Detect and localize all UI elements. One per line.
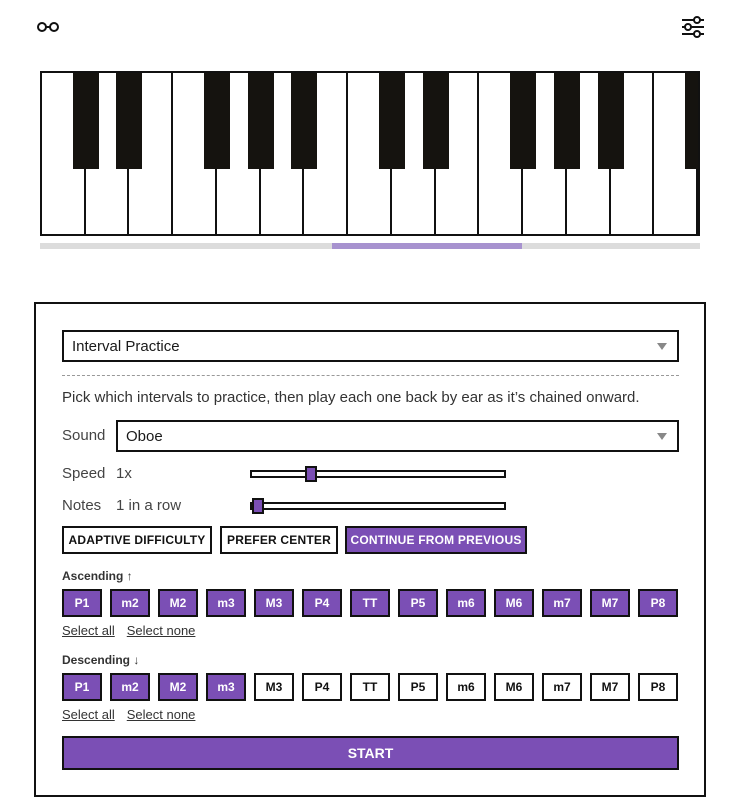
ascending-interval-chips: [62, 589, 678, 617]
black-key[interactable]: [510, 73, 536, 169]
black-key[interactable]: [598, 73, 624, 169]
descending-interval-chip[interactable]: M7: [590, 673, 630, 701]
sound-label: Sound: [62, 427, 106, 444]
divider: [62, 375, 679, 376]
descending-interval-chip[interactable]: m7: [542, 673, 582, 701]
descending-interval-chips: [62, 673, 678, 701]
descending-select-none[interactable]: Select none: [126, 707, 196, 722]
ascending-interval-chip[interactable]: M3: [254, 589, 294, 617]
descending-interval-chip[interactable]: M2: [158, 673, 198, 701]
ascending-select-all[interactable]: Select all: [62, 623, 115, 638]
descending-interval-chip[interactable]: M3: [254, 673, 294, 701]
adaptive-difficulty-toggle[interactable]: ADAPTIVE DIFFICULTY: [62, 526, 212, 554]
keyboard-range-bar[interactable]: [40, 243, 700, 249]
descending-interval-chip[interactable]: TT: [350, 673, 390, 701]
descending-interval-chip[interactable]: P8: [638, 673, 678, 701]
descending-select-links: [62, 707, 195, 722]
black-key[interactable]: [554, 73, 580, 169]
descending-interval-chip[interactable]: P4: [302, 673, 342, 701]
piano-keyboard[interactable]: [40, 71, 700, 236]
black-key[interactable]: [379, 73, 405, 169]
ascending-select-links: [62, 623, 195, 638]
ascending-select-none[interactable]: Select none: [126, 623, 196, 638]
descending-heading: Descending ↓: [62, 653, 140, 667]
notes-slider-thumb[interactable]: [252, 498, 264, 514]
descending-interval-chip[interactable]: m6: [446, 673, 486, 701]
speed-value: 1x: [116, 465, 132, 482]
mode-select[interactable]: [62, 330, 679, 362]
chevron-down-icon: [657, 343, 667, 350]
black-key[interactable]: [423, 73, 449, 169]
infinity-link-icon[interactable]: [36, 19, 60, 35]
notes-label: Notes: [62, 497, 102, 514]
ascending-interval-chip[interactable]: m6: [446, 589, 486, 617]
start-button[interactable]: START: [62, 736, 679, 770]
descending-select-all[interactable]: Select all: [62, 707, 115, 722]
ascending-interval-chip[interactable]: M7: [590, 589, 630, 617]
sound-select[interactable]: [116, 420, 679, 452]
practice-panel: [34, 302, 706, 797]
prefer-center-toggle[interactable]: PREFER CENTER: [220, 526, 338, 554]
ascending-interval-chip[interactable]: P4: [302, 589, 342, 617]
black-key[interactable]: [291, 73, 317, 169]
ascending-interval-chip[interactable]: M2: [158, 589, 198, 617]
ascending-heading: Ascending ↑: [62, 569, 133, 583]
mode-description: Pick which intervals to practice, then play each one back by ear as it’s chained onward.: [62, 389, 640, 406]
black-key[interactable]: [248, 73, 274, 169]
ascending-interval-chip[interactable]: M6: [494, 589, 534, 617]
notes-slider[interactable]: [250, 502, 506, 510]
ascending-interval-chip[interactable]: m3: [206, 589, 246, 617]
ascending-interval-chip[interactable]: TT: [350, 589, 390, 617]
ascending-interval-chip[interactable]: m2: [110, 589, 150, 617]
descending-interval-chip[interactable]: P1: [62, 673, 102, 701]
speed-label: Speed: [62, 465, 106, 482]
black-key[interactable]: [685, 73, 700, 169]
sound-select-value: Oboe: [126, 427, 163, 445]
mode-select-value: Interval Practice: [72, 337, 180, 355]
descending-interval-chip[interactable]: m2: [110, 673, 150, 701]
descending-interval-chip[interactable]: M6: [494, 673, 534, 701]
ascending-interval-chip[interactable]: P1: [62, 589, 102, 617]
black-key[interactable]: [116, 73, 142, 169]
descending-interval-chip[interactable]: m3: [206, 673, 246, 701]
sliders-icon[interactable]: [680, 14, 706, 40]
notes-value: 1 in a row: [116, 497, 182, 514]
chevron-down-icon: [657, 433, 667, 440]
keyboard-range-selection[interactable]: [332, 243, 522, 249]
descending-interval-chip[interactable]: P5: [398, 673, 438, 701]
continue-from-previous-toggle[interactable]: CONTINUE FROM PREVIOUS: [345, 526, 527, 554]
speed-slider[interactable]: [250, 470, 506, 478]
black-key[interactable]: [204, 73, 230, 169]
ascending-interval-chip[interactable]: P5: [398, 589, 438, 617]
black-key[interactable]: [73, 73, 99, 169]
ascending-interval-chip[interactable]: P8: [638, 589, 678, 617]
ascending-interval-chip[interactable]: m7: [542, 589, 582, 617]
speed-slider-thumb[interactable]: [305, 466, 317, 482]
